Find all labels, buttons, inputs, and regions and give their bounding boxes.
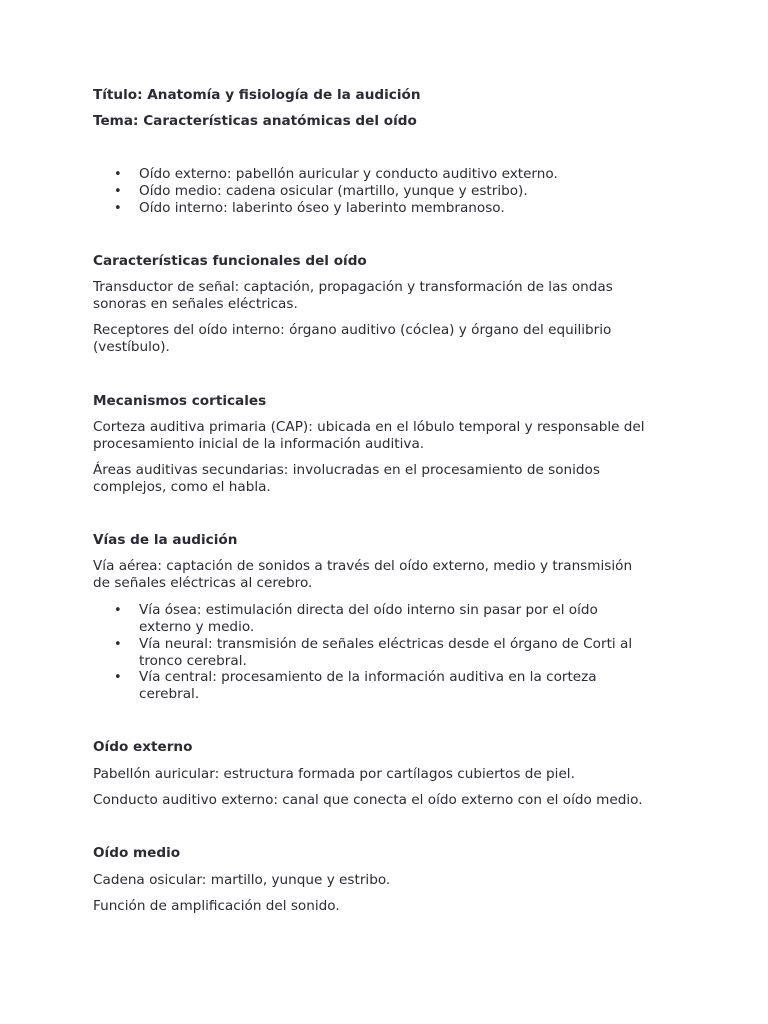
- paragraph-line: Pabellón auricular: estructura formada por cartílagos cubiertos de piel.: [93, 766, 575, 782]
- list-item-text: Vía ósea: estimulación directa del oído interno sin pasar por el oído: [139, 602, 598, 618]
- bullet-icon: •: [114, 184, 122, 199]
- document-topic: Tema: Características anatómicas del oído: [93, 113, 417, 129]
- paragraph-line: Transductor de señal: captación, propagación y transformación de las ondas: [93, 279, 613, 295]
- paragraph-line: Corteza auditiva primaria (CAP): ubicada en el lóbulo temporal y responsable del: [93, 419, 645, 435]
- section-heading-middle-ear: Oído medio: [93, 845, 181, 861]
- document-title: Título: Anatomía y fisiología de la audición: [93, 87, 421, 103]
- list-item-text: cerebral.: [139, 686, 200, 702]
- section-heading-outer-ear: Oído externo: [93, 739, 193, 755]
- section-heading-functional: Características funcionales del oído: [93, 253, 367, 269]
- list-item-text: externo y medio.: [139, 619, 255, 635]
- paragraph-line: Vía aérea: captación de sonidos a través del oído externo, medio y transmisión: [93, 558, 633, 574]
- bullet-icon: •: [114, 167, 122, 182]
- paragraph-line: Cadena osicular: martillo, yunque y estribo.: [93, 872, 391, 888]
- bullet-icon: •: [114, 201, 122, 216]
- section-heading-cortical: Mecanismos corticales: [93, 393, 267, 409]
- paragraph-line: (vestíbulo).: [93, 339, 170, 355]
- list-item-text: Vía central: procesamiento de la información auditiva en la corteza: [139, 669, 597, 685]
- paragraph-line: Receptores del oído interno: órgano auditivo (cóclea) y órgano del equilibrio: [93, 322, 612, 338]
- paragraph-line: procesamiento inicial de la información auditiva.: [93, 436, 425, 452]
- paragraph-line: complejos, como el habla.: [93, 479, 271, 495]
- paragraph-line: Áreas auditivas secundarias: involucradas en el procesamiento de sonidos: [93, 462, 600, 478]
- list-item-text: Vía neural: transmisión de señales eléctricas desde el órgano de Corti al: [139, 636, 633, 652]
- bullet-icon: •: [114, 670, 122, 685]
- list-item-text: Oído interno: laberinto óseo y laberinto membranoso.: [139, 200, 505, 216]
- list-item-text: Oído medio: cadena osicular (martillo, yunque y estribo).: [139, 183, 528, 199]
- list-item-text: tronco cerebral.: [139, 653, 247, 669]
- paragraph-line: sonoras en señales eléctricas.: [93, 296, 298, 312]
- bullet-icon: •: [114, 603, 122, 618]
- paragraph-line: de señales eléctricas al cerebro.: [93, 575, 313, 591]
- bullet-icon: •: [114, 637, 122, 652]
- list-item-text: Oído externo: pabellón auricular y conducto auditivo externo.: [139, 166, 558, 182]
- section-heading-pathways: Vías de la audición: [93, 532, 238, 548]
- paragraph-line: Conducto auditivo externo: canal que conecta el oído externo con el oído medio.: [93, 792, 643, 808]
- paragraph-line: Función de amplificación del sonido.: [93, 898, 340, 914]
